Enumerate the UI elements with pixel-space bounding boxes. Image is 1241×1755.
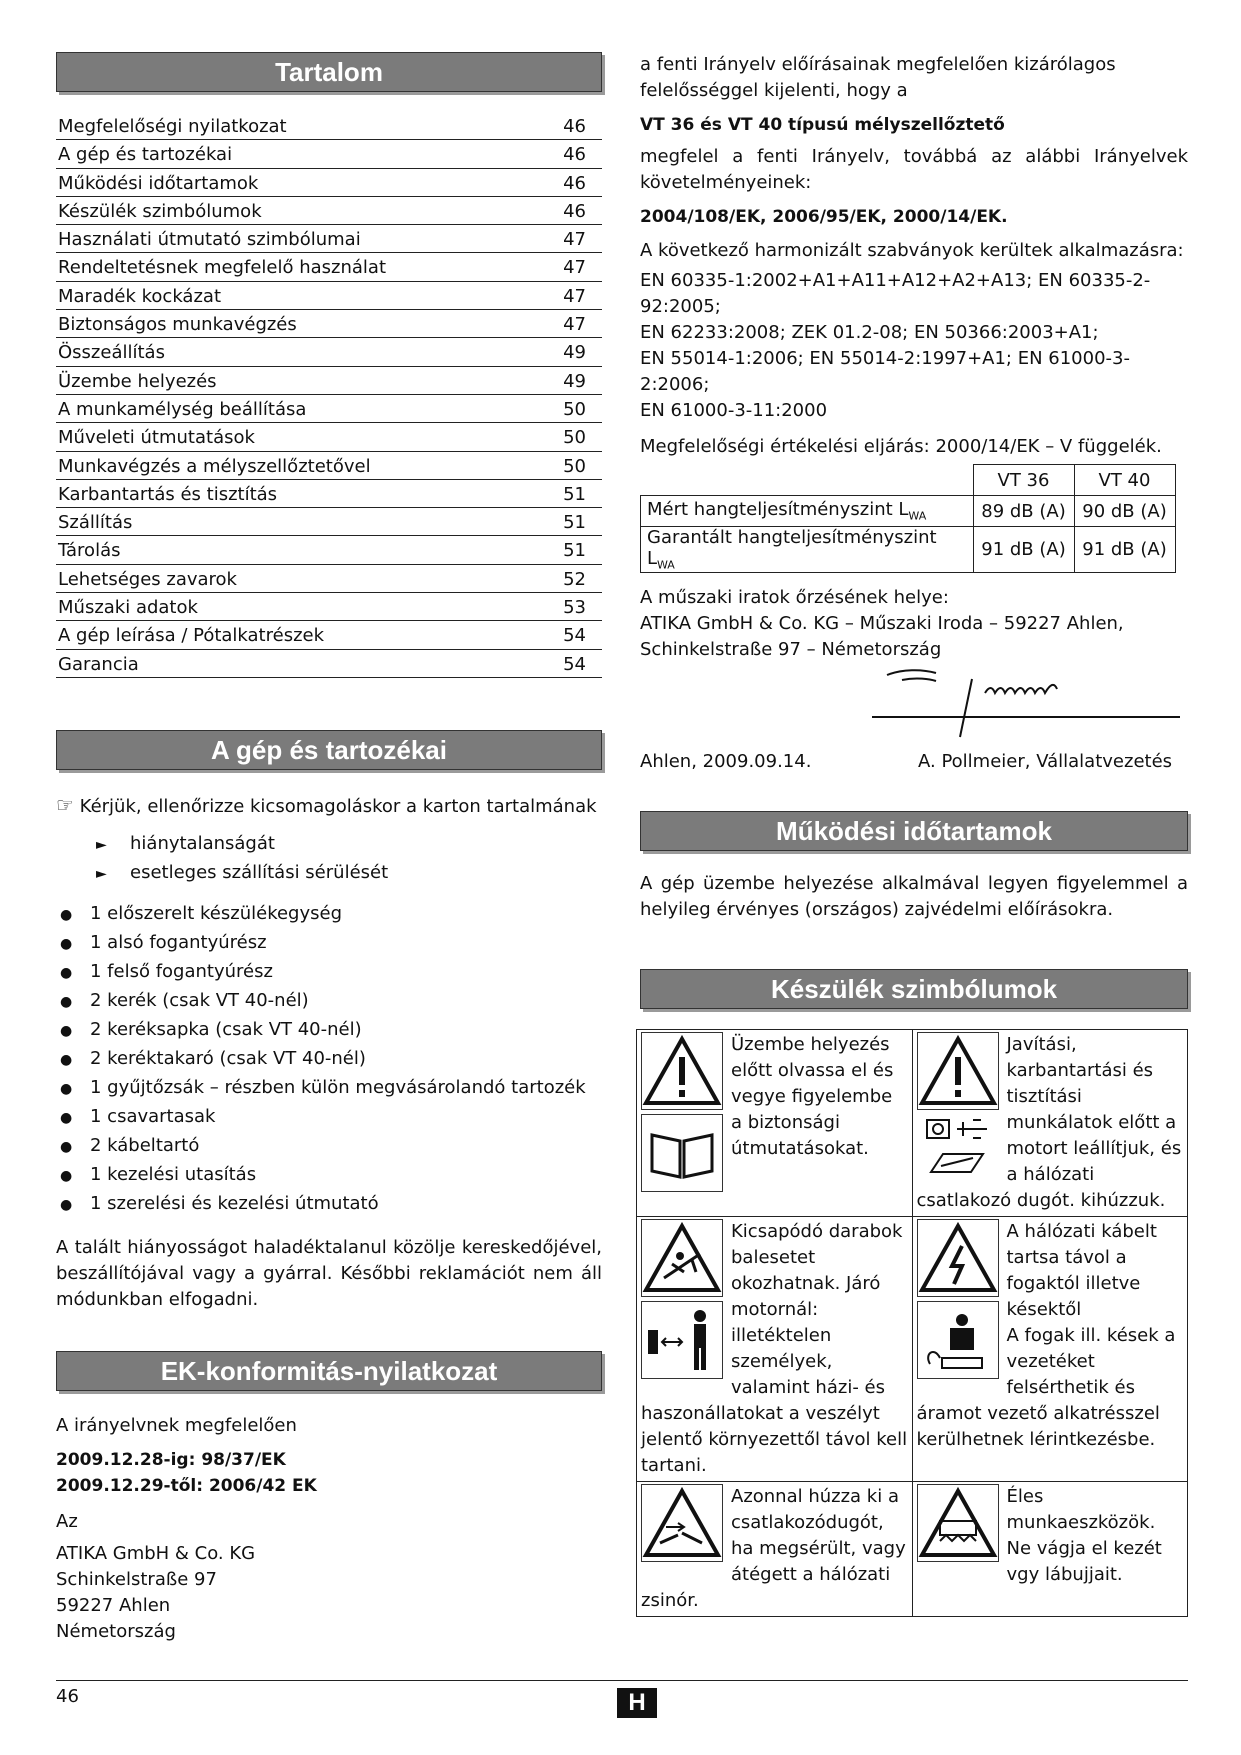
symbol-cell-read-manual bbox=[637, 1029, 913, 1216]
toc-label: Biztonságos munkavégzés bbox=[58, 314, 297, 336]
table-row bbox=[637, 1029, 1188, 1216]
toc-row bbox=[56, 621, 602, 649]
list-item: ● 1 felső fogantyúrész bbox=[56, 958, 602, 987]
signer: A. Pollmeier, Vállalatvezetés bbox=[918, 750, 1173, 772]
ek-address-1: ATIKA GmbH & Co. KG bbox=[56, 1542, 256, 1564]
bullet-icon: ● bbox=[60, 1138, 73, 1155]
toc-label: Műszaki adatok bbox=[58, 597, 198, 619]
bullet-icon: ● bbox=[60, 935, 73, 952]
toc-row bbox=[56, 367, 602, 395]
symbol-text: Éles munkaeszközök. Ne vágja el kezét vgy lábujjait. bbox=[1006, 1485, 1162, 1585]
operating-heading: Működési időtartamok bbox=[640, 811, 1188, 851]
toc-row bbox=[56, 508, 602, 536]
toc-label: A gép leírása / Pótalkatrészek bbox=[58, 625, 325, 647]
toc-row bbox=[56, 480, 602, 508]
toc-row bbox=[56, 593, 602, 621]
standard-line-2: EN 62233:2008; ZEK 01.2-08; EN 50366:2003+A1; bbox=[640, 322, 1099, 343]
conformity-text: megfelel a fenti Irányelv, továbbá az alábbi Irányelvek követelményeinek: bbox=[640, 146, 1188, 193]
toc-row bbox=[56, 169, 602, 197]
toc-row bbox=[56, 310, 602, 338]
symbol-text: A fogak ill. kések a vezetéket felsérthetik és áramot vezető alkatrésszel kerülhetnek lérintkezésbe. bbox=[916, 1324, 1176, 1450]
list-item: ● 1 gyűjtőzsák – részben külön megvásárolandó tartozék bbox=[56, 1074, 602, 1103]
list-item: ► esetleges szállítási sérülését bbox=[96, 859, 602, 888]
list-item: ● 1 előszerelt készülékegység bbox=[56, 900, 602, 929]
ek-directive-2: 2009.12.29-től: 2006/42 EK bbox=[56, 1475, 317, 1496]
ek-address-3: 59227 Ahlen bbox=[56, 1594, 171, 1616]
col-header-vt40: VT 40 bbox=[1074, 465, 1175, 496]
toc-label: Üzembe helyezés bbox=[58, 370, 217, 392]
toc-page: 46 bbox=[563, 144, 586, 166]
toc-page: 47 bbox=[563, 285, 586, 307]
toc-page: 51 bbox=[563, 540, 586, 562]
sharp-blades-icon bbox=[917, 1484, 999, 1562]
toc-label: Összeállítás bbox=[58, 342, 165, 364]
sound-level-table bbox=[640, 464, 1176, 573]
signature-line bbox=[640, 749, 1188, 775]
symbol-text: Javítási, karbantartási és tisztítási munkálatok előtt a motort leállítjuk, és a hálózati csatlakozó dugót. kihúzzuk. bbox=[916, 1033, 1182, 1211]
check-list bbox=[56, 830, 602, 888]
toc-label: Rendeltetésnek megfelelő használat bbox=[58, 257, 386, 279]
bullet-icon: ● bbox=[60, 1080, 73, 1097]
footer-divider bbox=[56, 1680, 1188, 1681]
guaranteed-label: Garantált hangteljesítményszint $L_{WA}$ bbox=[641, 527, 974, 573]
toc-row bbox=[56, 225, 602, 253]
toc-page: 50 bbox=[563, 455, 586, 477]
toc-row bbox=[56, 565, 602, 593]
bullet-icon: ● bbox=[60, 964, 73, 981]
toc-row bbox=[56, 253, 602, 281]
toc-row bbox=[56, 452, 602, 480]
symbol-cell-damaged-cord bbox=[637, 1481, 913, 1616]
harmonized-intro: A következő harmonizált szabványok kerültek alkalmazásra: bbox=[640, 240, 1184, 261]
ek-intro: A irányelvnek megfelelően bbox=[56, 1414, 297, 1436]
right-column bbox=[640, 52, 1188, 1617]
toc-row bbox=[56, 650, 602, 678]
toc-label: Műveleti útmutatások bbox=[58, 427, 255, 449]
toc-label: Lehetséges zavarok bbox=[58, 568, 237, 590]
unplug-icon bbox=[917, 1114, 997, 1144]
toc-label: Megfelelőségi nyilatkozat bbox=[58, 116, 287, 137]
bullet-icon: ● bbox=[60, 906, 73, 923]
toc-row bbox=[56, 395, 602, 423]
table-row bbox=[637, 1481, 1188, 1616]
bullet-icon: ● bbox=[60, 1167, 73, 1184]
toc-row bbox=[56, 423, 602, 451]
toc-page: 50 bbox=[563, 427, 586, 449]
maintenance-icon bbox=[917, 1148, 997, 1178]
list-item: ● 1 szerelési és kezelési útmutató bbox=[56, 1190, 602, 1219]
toc-page: 46 bbox=[563, 116, 586, 137]
toc-page: 47 bbox=[563, 257, 586, 279]
toc-page: 51 bbox=[563, 483, 586, 505]
left-column bbox=[56, 52, 602, 1645]
flying-debris-icon bbox=[641, 1219, 723, 1297]
list-item: ● 1 csavartasak bbox=[56, 1103, 602, 1132]
toc-row bbox=[56, 536, 602, 564]
symbol-text: Üzembe helyezés előtt olvassa el és vegye figyelembe a biztonsági útmutatásokat. bbox=[731, 1033, 894, 1159]
warning-triangle-icon bbox=[641, 1032, 723, 1110]
toc-page: 54 bbox=[563, 625, 586, 647]
symbol-text: A hálózati kábelt tartsa távol a fogaktól illetve késektől bbox=[1006, 1220, 1157, 1320]
warning-triangle-icon bbox=[917, 1032, 999, 1110]
list-item: ● 2 kábeltartó bbox=[56, 1132, 602, 1161]
toc-label: Készülék szimbólumok bbox=[58, 200, 262, 222]
accessories-heading: A gép és tartozékai bbox=[56, 730, 602, 770]
toc-page: 49 bbox=[563, 342, 586, 364]
toc-label: Tárolás bbox=[58, 540, 121, 562]
docs-address-2: Schinkelstraße 97 – Németország bbox=[640, 638, 942, 660]
measured-label: Mért hangteljesítményszint $L_{WA}$ bbox=[641, 496, 974, 527]
symbols-table bbox=[636, 1029, 1188, 1617]
toc-page: 52 bbox=[563, 568, 586, 590]
list-item: ● 1 alsó fogantyúrész bbox=[56, 929, 602, 958]
toc-label: Munkavégzés a mélyszellőztetővel bbox=[58, 455, 371, 477]
toc-label: A munkamélység beállítása bbox=[58, 398, 307, 420]
toc-page: 49 bbox=[563, 370, 586, 392]
accessory-list bbox=[56, 900, 602, 1219]
symbol-text: Azonnal húzza ki a csatlakozódugót, ha megsérült, vagy átégett a hálózati zsinór. bbox=[641, 1485, 906, 1611]
toc-page: 50 bbox=[563, 398, 586, 420]
cable-mower-icon bbox=[917, 1301, 999, 1379]
arrow-bullet-icon: ► bbox=[96, 865, 107, 882]
toc-label: Működési időtartamok bbox=[58, 172, 259, 194]
keep-distance-icon bbox=[641, 1301, 723, 1379]
toc-label: Karbantartás és tisztítás bbox=[58, 483, 278, 505]
table-row: Garantált hangteljesítményszint $L_{WA}$ 91 dB (A) 91 dB (A) bbox=[641, 527, 1176, 573]
symbol-cell-cable bbox=[912, 1216, 1188, 1481]
standard-line-4: EN 61000-3-11:2000 bbox=[640, 400, 828, 421]
standard-line-1: EN 60335-1:2002+A1+A11+A12+A2+A13; EN 60335-2-92:2005; bbox=[640, 270, 1151, 317]
toc-page: 46 bbox=[563, 172, 586, 194]
toc-row bbox=[56, 140, 602, 168]
ek-heading: EK-konformitás-nyilatkozat bbox=[56, 1351, 602, 1391]
toc-label: Garancia bbox=[58, 653, 139, 675]
toc-heading: Tartalom bbox=[56, 52, 602, 92]
col-header-vt36: VT 36 bbox=[973, 465, 1074, 496]
symbol-cell-sharp-tools bbox=[912, 1481, 1188, 1616]
bullet-icon: ● bbox=[60, 993, 73, 1010]
ek-address-4: Németország bbox=[56, 1620, 176, 1642]
language-badge: H bbox=[617, 1688, 657, 1718]
signature bbox=[640, 663, 1188, 741]
list-item: ● 1 kezelési utasítás bbox=[56, 1161, 602, 1190]
toc-page: 47 bbox=[563, 314, 586, 336]
ek-az: Az bbox=[56, 1510, 78, 1532]
list-item: ● 2 keréksapka (csak VT 40-nél) bbox=[56, 1016, 602, 1045]
toc-row bbox=[56, 112, 602, 140]
operating-text: A gép üzembe helyezése alkalmával legyen figyelemmel a helyileg érvényes (országos) zajvédelmi előírásokra. bbox=[640, 872, 1188, 920]
symbols-heading: Készülék szimbólumok bbox=[640, 969, 1188, 1009]
symbol-cell-flying-parts bbox=[637, 1216, 913, 1481]
toc-label: Használati útmutató szimbólumai bbox=[58, 229, 361, 251]
list-item: ● 2 keréktakaró (csak VT 40-nél) bbox=[56, 1045, 602, 1074]
declaration-continued: a fenti Irányelv előírásainak megfelelően kizárólagos felelősséggel kijelenti, hogy a bbox=[640, 54, 1116, 101]
manual-book-icon bbox=[641, 1114, 723, 1192]
symbol-cell-unplug-maintenance bbox=[912, 1029, 1188, 1216]
bullet-icon: ● bbox=[60, 1196, 73, 1213]
toc-label: Szállítás bbox=[58, 512, 133, 534]
accessories-intro-text: Kérjük, ellenőrizze kicsomagoláskor a karton tartalmának bbox=[79, 795, 597, 817]
toc-row bbox=[56, 282, 602, 310]
table-row bbox=[637, 1216, 1188, 1481]
symbol-text: Kicsapódó darabok balesetet okozhatnak. Járó motornál: illetéktelen személyek, valamint házi- és haszonállatokat a veszélyt jelentő környezettől távol kell tartani. bbox=[641, 1220, 908, 1476]
toc-page: 54 bbox=[563, 653, 586, 675]
accessories-intro bbox=[56, 792, 602, 820]
ek-directive-1: 2009.12.28-ig: 98/37/EK bbox=[56, 1449, 286, 1470]
docs-label: A műszaki iratok őrzésének helye: bbox=[640, 586, 949, 608]
toc-row bbox=[56, 197, 602, 225]
bullet-icon: ● bbox=[60, 1051, 73, 1068]
pointing-hand-icon: ☞ bbox=[56, 792, 74, 817]
electric-hazard-icon bbox=[917, 1219, 999, 1297]
toc-label: A gép és tartozékai bbox=[58, 144, 233, 166]
place-date: Ahlen, 2009.09.14. bbox=[640, 750, 812, 772]
table-row: Mért hangteljesítményszint $L_{WA}$ 89 dB (A) 90 dB (A) bbox=[641, 496, 1176, 527]
toc-page: 47 bbox=[563, 229, 586, 251]
accessories-note: A talált hiányosságot haladéktalanul közölje kereskedőjével, beszállítójával vagy a gyárral. Későbbi reklamációt nem áll módunkban elfogadni. bbox=[56, 1236, 602, 1310]
toc-page: 51 bbox=[563, 512, 586, 534]
damaged-cord-icon bbox=[641, 1484, 723, 1562]
standard-line-3: EN 55014-1:2006; EN 55014-2:1997+A1; EN 61000-3-2:2006; bbox=[640, 348, 1130, 395]
toc-page: 53 bbox=[563, 597, 586, 619]
ek-address-2: Schinkelstraße 97 bbox=[56, 1568, 217, 1590]
toc-label: Maradék kockázat bbox=[58, 285, 222, 307]
directives: 2004/108/EK, 2006/95/EK, 2000/14/EK. bbox=[640, 207, 1008, 227]
toc-page: 46 bbox=[563, 200, 586, 222]
product-name: VT 36 és VT 40 típusú mélyszellőztető bbox=[640, 115, 1005, 135]
list-item: ● 2 kerék (csak VT 40-nél) bbox=[56, 987, 602, 1016]
assessment-procedure: Megfelelőségi értékelési eljárás: 2000/14/EK – V függelék. bbox=[640, 436, 1162, 457]
list-item: ► hiánytalanságát bbox=[96, 830, 602, 859]
arrow-bullet-icon: ► bbox=[96, 836, 107, 853]
bullet-icon: ● bbox=[60, 1022, 73, 1039]
toc-row bbox=[56, 338, 602, 366]
docs-address-1: ATIKA GmbH & Co. KG – Műszaki Iroda – 59227 Ahlen, bbox=[640, 612, 1124, 634]
page-number: 46 bbox=[56, 1686, 79, 1707]
table-of-contents bbox=[56, 112, 602, 678]
bullet-icon: ● bbox=[60, 1109, 73, 1126]
